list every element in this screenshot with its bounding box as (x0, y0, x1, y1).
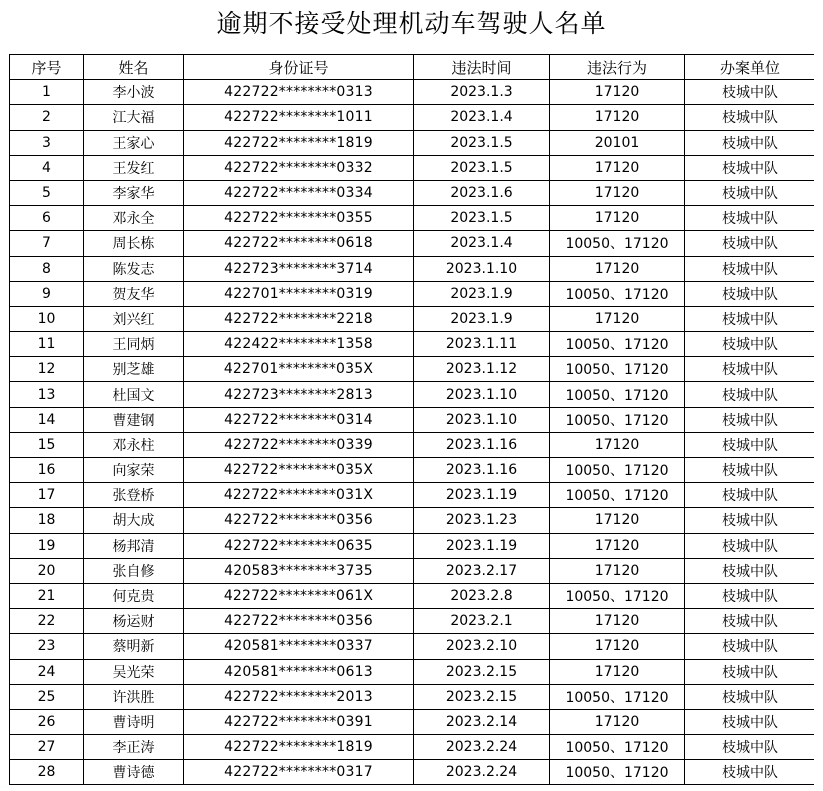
id-number-cell: 422701********0319 (184, 281, 414, 306)
violation-code-cell: 10050、17120 (550, 458, 685, 483)
name-cell: 江大福 (84, 105, 184, 130)
id-number-cell: 422722********0391 (184, 709, 414, 734)
violation-date-cell: 2023.1.10 (414, 382, 550, 407)
id-number-cell: 422722********0356 (184, 609, 414, 634)
violation-code-cell: 10050、17120 (550, 281, 685, 306)
violation-code-cell: 10050、17120 (550, 332, 685, 357)
table-row (10, 281, 815, 306)
violation-code-cell: 17120 (550, 206, 685, 231)
table-container (9, 54, 814, 791)
table-row (10, 533, 815, 558)
name-cell: 王家心 (84, 130, 184, 155)
name-cell: 周长栋 (84, 231, 184, 256)
table-row (10, 558, 815, 583)
violation-code-cell: 17120 (550, 609, 685, 634)
id-number-cell: 422422********1358 (184, 332, 414, 357)
name-cell: 邓永柱 (84, 432, 184, 457)
id-number-cell: 422701********035X (184, 357, 414, 382)
id-number-cell: 422722********0313 (184, 80, 414, 105)
handling-unit-cell: 枝城中队 (685, 281, 815, 306)
table-row (10, 483, 815, 508)
serial-number-cell: 3 (10, 130, 84, 155)
handling-unit-cell: 枝城中队 (685, 155, 815, 180)
serial-number-cell: 19 (10, 533, 84, 558)
violation-date-cell: 2023.2.14 (414, 709, 550, 734)
name-cell: 李小波 (84, 80, 184, 105)
handling-unit-cell: 枝城中队 (685, 709, 815, 734)
name-cell: 曹诗明 (84, 709, 184, 734)
id-number-cell: 420581********0337 (184, 634, 414, 659)
violation-code-cell: 17120 (550, 659, 685, 684)
handling-unit-cell: 枝城中队 (685, 458, 815, 483)
id-number-cell: 422722********1011 (184, 105, 414, 130)
violation-code-cell: 17120 (550, 634, 685, 659)
id-number-cell: 422722********0339 (184, 432, 414, 457)
serial-number-cell: 8 (10, 256, 84, 281)
violation-code-cell: 10050、17120 (550, 357, 685, 382)
violation-code-cell: 17120 (550, 105, 685, 130)
offender-table (9, 54, 814, 785)
violation-code-cell: 10050、17120 (550, 231, 685, 256)
violation-date-cell: 2023.1.10 (414, 256, 550, 281)
handling-unit-cell: 枝城中队 (685, 130, 815, 155)
handling-unit-cell: 枝城中队 (685, 357, 815, 382)
name-cell: 别芝雄 (84, 357, 184, 382)
violation-date-cell: 2023.1.6 (414, 180, 550, 205)
handling-unit-cell: 枝城中队 (685, 684, 815, 709)
header-id-number: 身份证号 (184, 55, 414, 80)
table-row (10, 458, 815, 483)
name-cell: 张自修 (84, 558, 184, 583)
name-cell: 李家华 (84, 180, 184, 205)
header-violation-code: 违法行为 (550, 55, 685, 80)
table-body (10, 80, 815, 785)
serial-number-cell: 18 (10, 508, 84, 533)
violation-code-cell: 10050、17120 (550, 407, 685, 432)
table-row (10, 306, 815, 331)
table-row (10, 760, 815, 785)
violation-date-cell: 2023.1.9 (414, 281, 550, 306)
serial-number-cell: 25 (10, 684, 84, 709)
violation-code-cell: 17120 (550, 432, 685, 457)
violation-date-cell: 2023.1.4 (414, 231, 550, 256)
serial-number-cell: 22 (10, 609, 84, 634)
name-cell: 吴光荣 (84, 659, 184, 684)
id-number-cell: 422723********3714 (184, 256, 414, 281)
violation-code-cell: 17120 (550, 709, 685, 734)
serial-number-cell: 28 (10, 760, 84, 785)
table-row (10, 180, 815, 205)
violation-date-cell: 2023.1.12 (414, 357, 550, 382)
handling-unit-cell: 枝城中队 (685, 735, 815, 760)
name-cell: 李正涛 (84, 735, 184, 760)
violation-code-cell: 10050、17120 (550, 760, 685, 785)
serial-number-cell: 4 (10, 155, 84, 180)
id-number-cell: 420581********0613 (184, 659, 414, 684)
violation-date-cell: 2023.1.11 (414, 332, 550, 357)
name-cell: 向家荣 (84, 458, 184, 483)
table-row (10, 684, 815, 709)
serial-number-cell: 23 (10, 634, 84, 659)
violation-date-cell: 2023.1.23 (414, 508, 550, 533)
table-row (10, 609, 815, 634)
id-number-cell: 422722********1819 (184, 130, 414, 155)
violation-date-cell: 2023.2.15 (414, 659, 550, 684)
serial-number-cell: 5 (10, 180, 84, 205)
id-number-cell: 422722********0334 (184, 180, 414, 205)
handling-unit-cell: 枝城中队 (685, 256, 815, 281)
serial-number-cell: 15 (10, 432, 84, 457)
table-row (10, 407, 815, 432)
table-row (10, 382, 815, 407)
serial-number-cell: 11 (10, 332, 84, 357)
violation-code-cell: 20101 (550, 130, 685, 155)
serial-number-cell: 13 (10, 382, 84, 407)
table-row (10, 206, 815, 231)
violation-date-cell: 2023.1.10 (414, 407, 550, 432)
handling-unit-cell: 枝城中队 (685, 533, 815, 558)
violation-date-cell: 2023.2.17 (414, 558, 550, 583)
table-row (10, 256, 815, 281)
violation-code-cell: 10050、17120 (550, 382, 685, 407)
serial-number-cell: 6 (10, 206, 84, 231)
violation-date-cell: 2023.2.1 (414, 609, 550, 634)
handling-unit-cell: 枝城中队 (685, 306, 815, 331)
table-row (10, 155, 815, 180)
violation-date-cell: 2023.1.16 (414, 458, 550, 483)
table-row (10, 709, 815, 734)
name-cell: 贺友华 (84, 281, 184, 306)
id-number-cell: 422722********0332 (184, 155, 414, 180)
handling-unit-cell: 枝城中队 (685, 508, 815, 533)
name-cell: 张登桥 (84, 483, 184, 508)
name-cell: 曹诗德 (84, 760, 184, 785)
violation-date-cell: 2023.2.8 (414, 583, 550, 608)
violation-date-cell: 2023.1.3 (414, 80, 550, 105)
name-cell: 蔡明新 (84, 634, 184, 659)
name-cell: 杨运财 (84, 609, 184, 634)
name-cell: 杨邦清 (84, 533, 184, 558)
serial-number-cell: 26 (10, 709, 84, 734)
id-number-cell: 422722********0635 (184, 533, 414, 558)
violation-code-cell: 17120 (550, 306, 685, 331)
id-number-cell: 422722********0356 (184, 508, 414, 533)
violation-date-cell: 2023.1.16 (414, 432, 550, 457)
violation-date-cell: 2023.1.5 (414, 155, 550, 180)
name-cell: 王发红 (84, 155, 184, 180)
id-number-cell: 422722********0355 (184, 206, 414, 231)
violation-date-cell: 2023.2.15 (414, 684, 550, 709)
handling-unit-cell: 枝城中队 (685, 80, 815, 105)
serial-number-cell: 27 (10, 735, 84, 760)
violation-code-cell: 10050、17120 (550, 684, 685, 709)
violation-code-cell: 17120 (550, 155, 685, 180)
handling-unit-cell: 枝城中队 (685, 206, 815, 231)
serial-number-cell: 1 (10, 80, 84, 105)
name-cell: 杜国文 (84, 382, 184, 407)
name-cell: 王同炳 (84, 332, 184, 357)
table-row (10, 634, 815, 659)
id-number-cell: 422722********061X (184, 583, 414, 608)
name-cell: 何克贵 (84, 583, 184, 608)
document-title: 逾期不接受处理机动车驾驶人名单 (216, 9, 607, 38)
handling-unit-cell: 枝城中队 (685, 583, 815, 608)
name-cell: 曹建钢 (84, 407, 184, 432)
violation-code-cell: 17120 (550, 533, 685, 558)
table-header-row (10, 55, 815, 80)
violation-code-cell: 17120 (550, 558, 685, 583)
id-number-cell: 422722********0317 (184, 760, 414, 785)
table-row (10, 583, 815, 608)
handling-unit-cell: 枝城中队 (685, 609, 815, 634)
handling-unit-cell: 枝城中队 (685, 558, 815, 583)
name-cell: 胡大成 (84, 508, 184, 533)
id-number-cell: 422722********0314 (184, 407, 414, 432)
handling-unit-cell: 枝城中队 (685, 760, 815, 785)
violation-code-cell: 10050、17120 (550, 483, 685, 508)
handling-unit-cell: 枝城中队 (685, 634, 815, 659)
handling-unit-cell: 枝城中队 (685, 180, 815, 205)
table-row (10, 432, 815, 457)
table-row (10, 357, 815, 382)
id-number-cell: 422723********2813 (184, 382, 414, 407)
handling-unit-cell: 枝城中队 (685, 231, 815, 256)
handling-unit-cell: 枝城中队 (685, 382, 815, 407)
serial-number-cell: 12 (10, 357, 84, 382)
header-serial-number: 序号 (10, 55, 84, 80)
table-row (10, 508, 815, 533)
violation-code-cell: 10050、17120 (550, 583, 685, 608)
handling-unit-cell: 枝城中队 (685, 105, 815, 130)
serial-number-cell: 2 (10, 105, 84, 130)
table-row (10, 332, 815, 357)
serial-number-cell: 21 (10, 583, 84, 608)
name-cell: 刘兴红 (84, 306, 184, 331)
serial-number-cell: 20 (10, 558, 84, 583)
handling-unit-cell: 枝城中队 (685, 483, 815, 508)
violation-date-cell: 2023.1.5 (414, 206, 550, 231)
table-row (10, 80, 815, 105)
violation-code-cell: 10050、17120 (550, 735, 685, 760)
id-number-cell: 420583********3735 (184, 558, 414, 583)
violation-code-cell: 17120 (550, 256, 685, 281)
violation-date-cell: 2023.1.4 (414, 105, 550, 130)
table-row (10, 659, 815, 684)
serial-number-cell: 17 (10, 483, 84, 508)
id-number-cell: 422722********1819 (184, 735, 414, 760)
violation-date-cell: 2023.1.5 (414, 130, 550, 155)
handling-unit-cell: 枝城中队 (685, 332, 815, 357)
serial-number-cell: 16 (10, 458, 84, 483)
table-row (10, 735, 815, 760)
id-number-cell: 422722********0618 (184, 231, 414, 256)
violation-date-cell: 2023.1.9 (414, 306, 550, 331)
serial-number-cell: 14 (10, 407, 84, 432)
serial-number-cell: 24 (10, 659, 84, 684)
serial-number-cell: 10 (10, 306, 84, 331)
violation-date-cell: 2023.1.19 (414, 483, 550, 508)
handling-unit-cell: 枝城中队 (685, 407, 815, 432)
table-row (10, 231, 815, 256)
handling-unit-cell: 枝城中队 (685, 432, 815, 457)
handling-unit-cell: 枝城中队 (685, 659, 815, 684)
id-number-cell: 422722********2218 (184, 306, 414, 331)
id-number-cell: 422722********2013 (184, 684, 414, 709)
name-cell: 陈发志 (84, 256, 184, 281)
violation-date-cell: 2023.2.24 (414, 760, 550, 785)
serial-number-cell: 7 (10, 231, 84, 256)
violation-date-cell: 2023.2.10 (414, 634, 550, 659)
name-cell: 许洪胜 (84, 684, 184, 709)
violation-date-cell: 2023.1.19 (414, 533, 550, 558)
serial-number-cell: 9 (10, 281, 84, 306)
id-number-cell: 422722********035X (184, 458, 414, 483)
violation-code-cell: 17120 (550, 80, 685, 105)
header-handling-unit: 办案单位 (685, 55, 815, 80)
id-number-cell: 422722********031X (184, 483, 414, 508)
header-violation-date: 违法时间 (414, 55, 550, 80)
violation-code-cell: 17120 (550, 180, 685, 205)
violation-date-cell: 2023.2.24 (414, 735, 550, 760)
name-cell: 邓永全 (84, 206, 184, 231)
table-row (10, 130, 815, 155)
header-name: 姓名 (84, 55, 184, 80)
violation-code-cell: 17120 (550, 508, 685, 533)
table-row (10, 105, 815, 130)
